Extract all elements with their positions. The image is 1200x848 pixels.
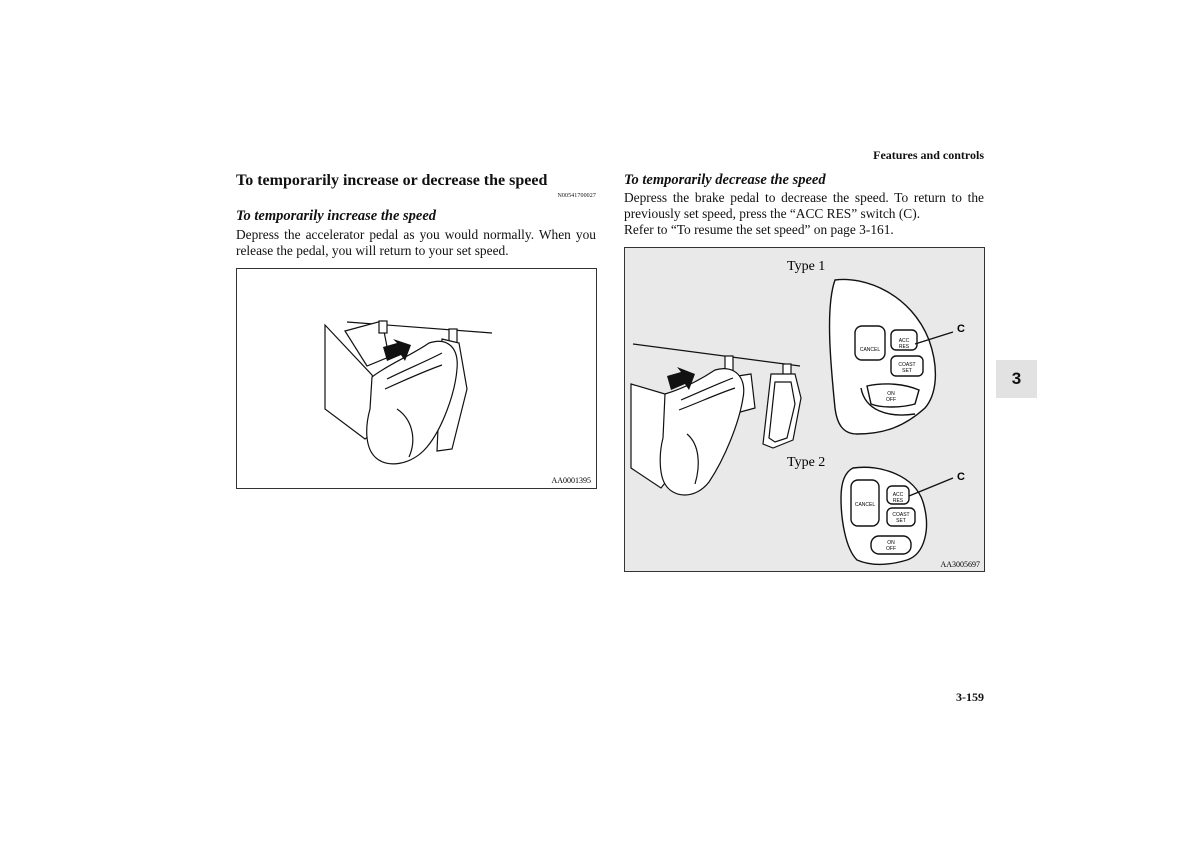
figure-code-left: AA0001395 — [551, 476, 591, 485]
brake-and-switch-illustration — [625, 248, 984, 571]
decrease-paragraph: Depress the brake pedal to decrease the speed. To return to the previously set speed, press the “ACC RES” switch (C). — [624, 190, 984, 221]
type2-label: Type 2 — [787, 455, 826, 470]
type1-callout-c: C — [957, 323, 965, 335]
type2-callout-c: C — [957, 471, 965, 483]
type2-coast-label: COAST — [892, 512, 910, 518]
figure-code-right: AA3005697 — [940, 560, 980, 569]
type2-off-label: OFF — [886, 546, 896, 552]
type2-res-label: RES — [892, 498, 904, 504]
section-header: Features and controls — [873, 148, 984, 162]
type1-label: Type 1 — [787, 259, 826, 274]
section-heading: To temporarily increase or decrease the speed — [236, 172, 548, 189]
subheading-decrease: To temporarily decrease the speed — [624, 172, 826, 188]
type1-coast-label: COAST — [898, 362, 916, 368]
accelerator-pedal-figure — [236, 268, 597, 489]
type1-set-label: SET — [902, 368, 912, 374]
type1-cancel-label: CANCEL — [859, 347, 881, 353]
type2-acc-label: ACC — [892, 492, 904, 498]
chapter-tab: 3 — [996, 360, 1037, 398]
refer-paragraph: Refer to “To resume the set speed” on page 3-161. — [624, 222, 894, 237]
type1-on-label: ON — [887, 391, 895, 397]
type1-off-label: OFF — [886, 397, 896, 403]
type1-res-label: RES — [898, 344, 910, 350]
brake-pedal-figure — [624, 247, 985, 572]
type2-set-label: SET — [896, 518, 906, 524]
type2-cancel-label: CANCEL — [854, 502, 876, 508]
section-code: N00541700027 — [557, 193, 596, 199]
type1-acc-label: ACC — [898, 338, 910, 344]
page-number: 3-159 — [956, 690, 984, 704]
type2-on-label: ON — [887, 540, 895, 546]
subheading-increase: To temporarily increase the speed — [236, 208, 437, 224]
increase-paragraph: Depress the accelerator pedal as you would normally. When you release the pedal, you will return to your set speed. — [236, 227, 596, 258]
accelerator-pedal-illustration — [237, 269, 596, 488]
